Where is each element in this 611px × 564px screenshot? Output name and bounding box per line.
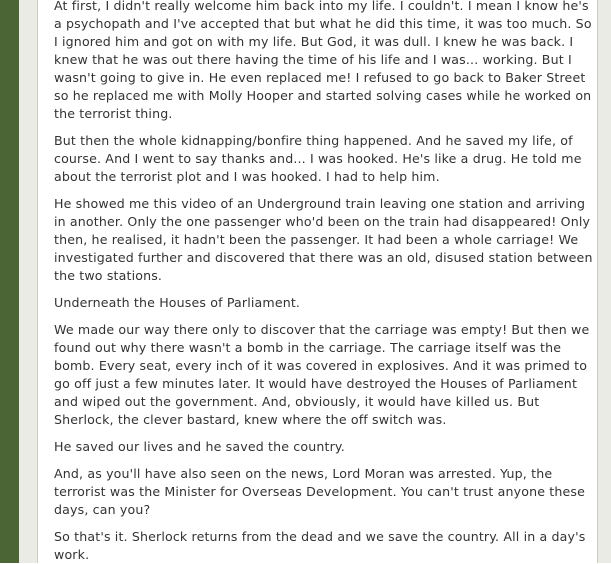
left-sidebar-rail xyxy=(0,0,19,563)
post-body xyxy=(38,0,594,564)
post-paragraph: We made our way there only to discover that the carriage was empty! But then we found out why there wasn't a bomb in the carriage. The carriage itself was the bomb. Every seat, every inch of it was covered in explosives. And it was primed to go off just a few minutes later. It would have destroyed the Houses of Parliament and wiped out the government. And, obviously, it would have killed us. But Sherlock, the clever bastard, knew where the off switch was. xyxy=(54,322,590,427)
post-paragraph: At first, I didn't really welcome him back into my life. I couldn't. I mean I know he's a psychopath and I've accepted that but what he did this time, it was too much. So I ignored him and got on with my life. But God, it was dull. I knew he was back. I knew that he was out there having the time of his life and I was... working. But I wasn't going to give in. He even replaced me! I refused to go back to Baker Street so he replaced me with Molly Hooper and started solving cases while he worked on the terrorist thing. xyxy=(54,0,592,121)
blog-post xyxy=(38,0,597,563)
post-paragraph: He showed me this video of an Underground train leaving one station and arriving in another. Only the one passenger who'd been on the train had disappeared! Only then, he realised, it hadn't been the passenger. It had been a whole carriage! We investigated further and discovered that there was an old, disused station between the two stations. xyxy=(54,196,593,283)
left-gutter xyxy=(19,0,38,563)
post-paragraph: So that's it. Sherlock returns from the dead and we save the country. All in a day's work. xyxy=(54,529,586,562)
right-gutter xyxy=(597,0,611,563)
post-paragraph: But then the whole kidnapping/bonfire thing happened. And he saved my life, of course. And I went to say thanks and... I was hooked. He's like a drug. He told me about the terrorist plot and I was hooked. I had to help him. xyxy=(54,133,582,184)
post-paragraph: And, as you'll have also seen on the news, Lord Moran was arrested. Yup, the terrorist was the Minister for Overseas Development. You can't trust anyone these days, can you? xyxy=(54,466,585,517)
post-paragraph: He saved our lives and he saved the country. xyxy=(54,439,345,454)
post-paragraph: Underneath the Houses of Parliament. xyxy=(54,295,301,310)
